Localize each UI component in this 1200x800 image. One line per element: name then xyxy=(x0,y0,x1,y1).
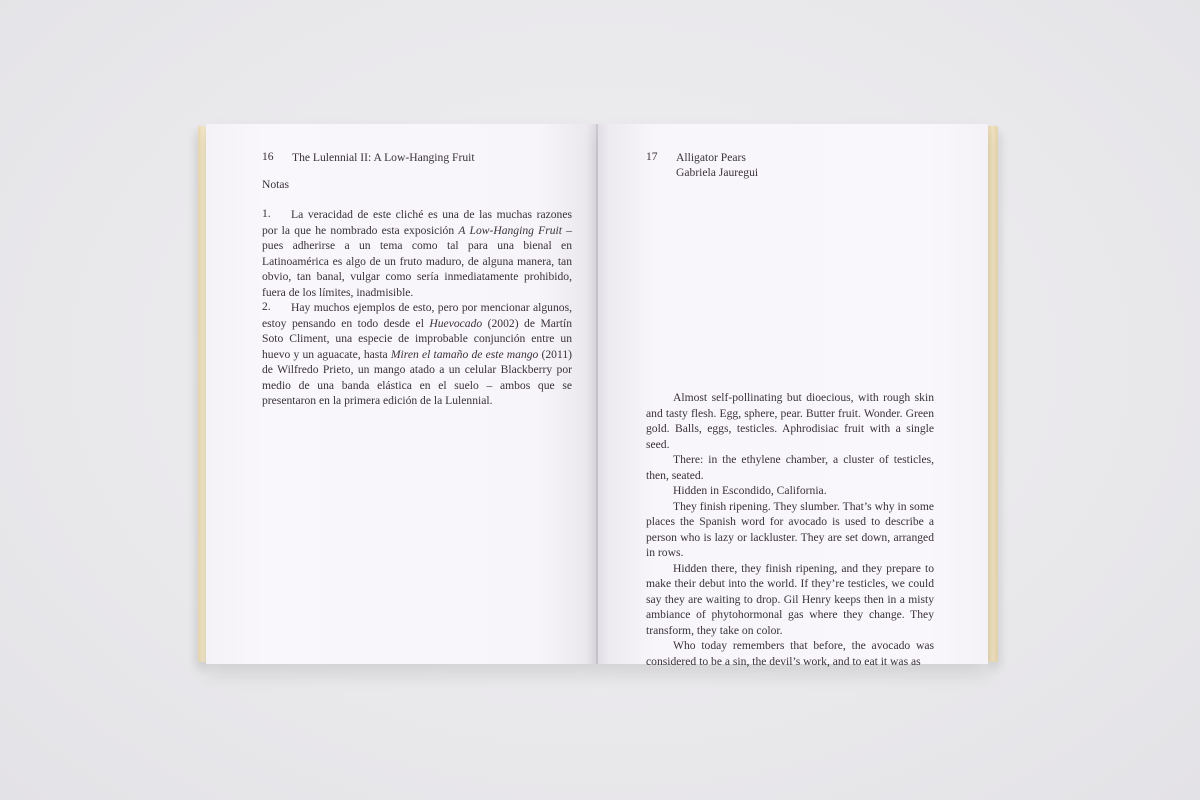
footnote-1 xyxy=(262,207,572,300)
page-number: 17 xyxy=(646,150,658,163)
paragraph: Who today remembers that before, the avocado was considered to be a sin, the devil’s work, and to eat it was as xyxy=(646,639,934,668)
open-book xyxy=(198,124,998,668)
running-head: The Lulennial II: A Low-Hanging Fruit xyxy=(292,151,475,164)
italic-title: Miren el tamaño de este mango xyxy=(390,347,539,361)
paragraph: There: in the ethylene chamber, a cluster of testicles, then, seated. xyxy=(646,453,934,482)
footnote-text xyxy=(262,207,572,300)
book-edge-right xyxy=(988,126,998,662)
footnote-text xyxy=(262,300,572,409)
paragraph: They finish ripening. They slumber. That’s why in some places the Spanish word for avocado is used to describe a person who is lazy or lackluster. They are set down, arranged in rows. xyxy=(646,499,934,559)
note-text-segment: Hay muchos ejemplos de esto, pero por mencionar algunos, estoy pensando en todo desde el xyxy=(262,301,572,330)
note-text-segment: La veracidad de este cliché es una de las muchas razones por la que he nombrado esta exposición xyxy=(262,208,572,237)
footnote-2 xyxy=(262,300,572,409)
running-head-author: Gabriela Jauregui xyxy=(676,166,759,179)
note-text-segment: (2011) de Wilfredo Prieto, un mango atado a un celular Blackberry por medio de una banda elástica en el suelo – ambos que se presentaron en la primera edición de la Lulennial. xyxy=(262,347,572,407)
note-number: 2. xyxy=(262,300,271,313)
note-text-segment: (2002) de Martín Soto Climent, una especie de improbable conjunción entre un huevo y un aguacate, hasta xyxy=(262,316,572,361)
body-text xyxy=(646,390,934,669)
italic-title: Huevocado xyxy=(429,316,483,330)
paragraph: Hidden in Escondido, California. xyxy=(673,484,827,497)
left-page xyxy=(206,124,598,664)
italic-title: A Low-Hanging Fruit xyxy=(458,223,562,237)
page-number: 16 xyxy=(262,150,274,163)
note-text-segment: – pues adherirse a un tema como tal para una bienal en Latinoamérica es algo de un fruto maduro, de alguna manera, tan obvio, tan banal, vulgar como sería inmediatamente prohibido, fuera de los límites, inadmisible. xyxy=(262,223,573,299)
paragraph: Almost self-pollinating but dioecious, with rough skin and tasty flesh. Egg, sphere, pear. Butter fruit. Wonder. Green gold. Balls, eggs, testicles. Aphrodisiac fruit with a single seed. xyxy=(646,391,934,451)
paragraph: Hidden there, they finish ripening, and they prepare to make their debut into the world. If they’re testicles, we could say they are waiting to drop. Gil Henry keeps then in a misty ambiance of phytohormonal gas where they change. They transform, they take on color. xyxy=(646,561,934,637)
right-page xyxy=(598,124,988,668)
note-number: 1. xyxy=(262,207,271,220)
running-head-title: Alligator Pears xyxy=(676,151,746,164)
section-heading: Notas xyxy=(262,178,290,191)
